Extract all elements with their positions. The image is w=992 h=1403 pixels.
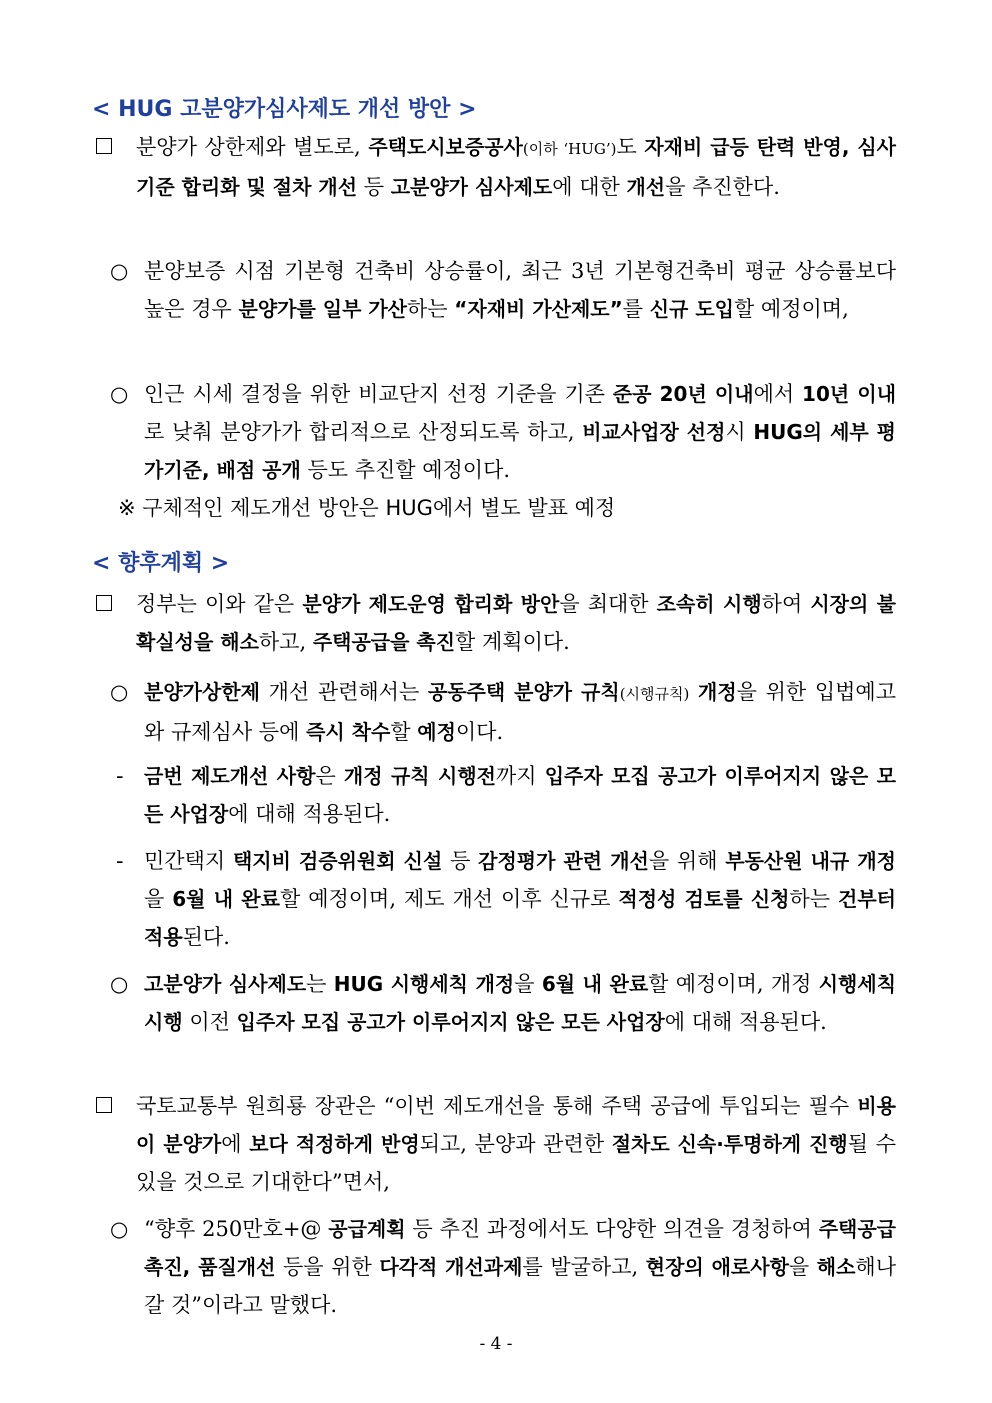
dash-bullet: - [116, 849, 124, 873]
circle-bullet: ○ [110, 972, 129, 996]
note-separate-announcement: ※ 구체적인 제도개선 방안은 HUG에서 별도 발표 예정 [118, 496, 616, 520]
reference-mark-icon: ※ [118, 496, 136, 520]
paragraph-hug-overview: 분양가 상한제와 별도로, 주택도시보증공사(이하 ‘HUG’)도 자재비 급등 탄력 반영, 심사기준 합리화 및 절차 개선 등 고분양가 심사제도에 대한 개선을 추진한다. [96, 128, 896, 206]
paragraph-minister-statement: 국토교통부 원희룡 장관은 “이번 제도개선을 통해 주택 공급에 투입되는 필수 비용이 분양가에 보다 적정하게 반영되고, 분양과 관련한 절차도 신속·투명하게 진행될 수 있을 것으로 기대한다”면서, [96, 1087, 896, 1201]
square-bullet-icon [96, 585, 112, 623]
paragraph-comparison-complex: ○ 인근 시세 결정을 위한 비교단지 선정 기준을 기존 준공 20년 이내에서 10년 이내로 낮춰 분양가가 합리적으로 산정되도록 하고, 비교사업장 선정시 HUG의 세부 평가기준, 배점 공개 등도 추진할 예정이다. [110, 375, 896, 489]
paragraph-hug-review-rule: ○ 고분양가 심사제도는 HUG 시행세칙 개정을 6월 내 완료할 예정이며, 개정 시행세칙 시행 이전 입주자 모집 공고가 이루어지지 않은 모든 사업장에 대해 적용된다. [110, 965, 896, 1041]
section-heading-hug-improvement: < HUG 고분양가심사제도 개선 방안 > [92, 97, 477, 122]
section-heading-future-plan: < 향후계획 > [92, 551, 230, 576]
circle-bullet: ○ [110, 1217, 129, 1241]
paragraph-land-cost-committee: - 민간택지 택지비 검증위원회 신설 등 감정평가 관련 개선을 위해 부동산원 내규 개정을 6월 내 완료할 예정이며, 제도 개선 이후 신규로 적정성 검토를 신청하는 건부터 적용된다. [116, 842, 896, 956]
page-number: - 4 - [479, 1334, 513, 1354]
paragraph-government-plan: 정부는 이와 같은 분양가 제도운영 합리화 방안을 최대한 조속히 시행하여 시장의 불확실성을 해소하고, 주택공급을 촉진할 계획이다. [96, 585, 896, 661]
paragraph-minister-quote: ○ “향후 250만호+@ 공급계획 등 추진 과정에서도 다양한 의견을 경청하여 주택공급 촉진, 품질개선 등을 위한 다각적 개선과제를 발굴하고, 현장의 애로사항을 해소해나갈 것”이라고 말했다. [110, 1210, 896, 1324]
paragraph-material-cost-surcharge: ○ 분양보증 시점 기본형 건축비 상승률이, 최근 3년 기본형건축비 평균 상승률보다 높은 경우 분양가를 일부 가산하는 “자재비 가산제도”를 신규 도입할 예정이며, [110, 252, 896, 328]
circle-bullet: ○ [110, 382, 129, 406]
paragraph-application-scope: - 금번 제도개선 사항은 개정 규칙 시행전까지 입주자 모집 공고가 이루어지지 않은 모든 사업장에 대해 적용된다. [116, 757, 896, 833]
paragraph-price-cap-rule: ○ 분양가상한제 개선 관련해서는 공동주택 분양가 규칙(시행규칙) 개정을 위한 입법예고와 규제심사 등에 즉시 착수할 예정이다. [110, 673, 896, 751]
square-bullet-icon [96, 1087, 112, 1125]
square-bullet-icon [96, 128, 112, 166]
dash-bullet: - [116, 764, 124, 788]
circle-bullet: ○ [110, 680, 129, 704]
circle-bullet: ○ [110, 259, 129, 283]
